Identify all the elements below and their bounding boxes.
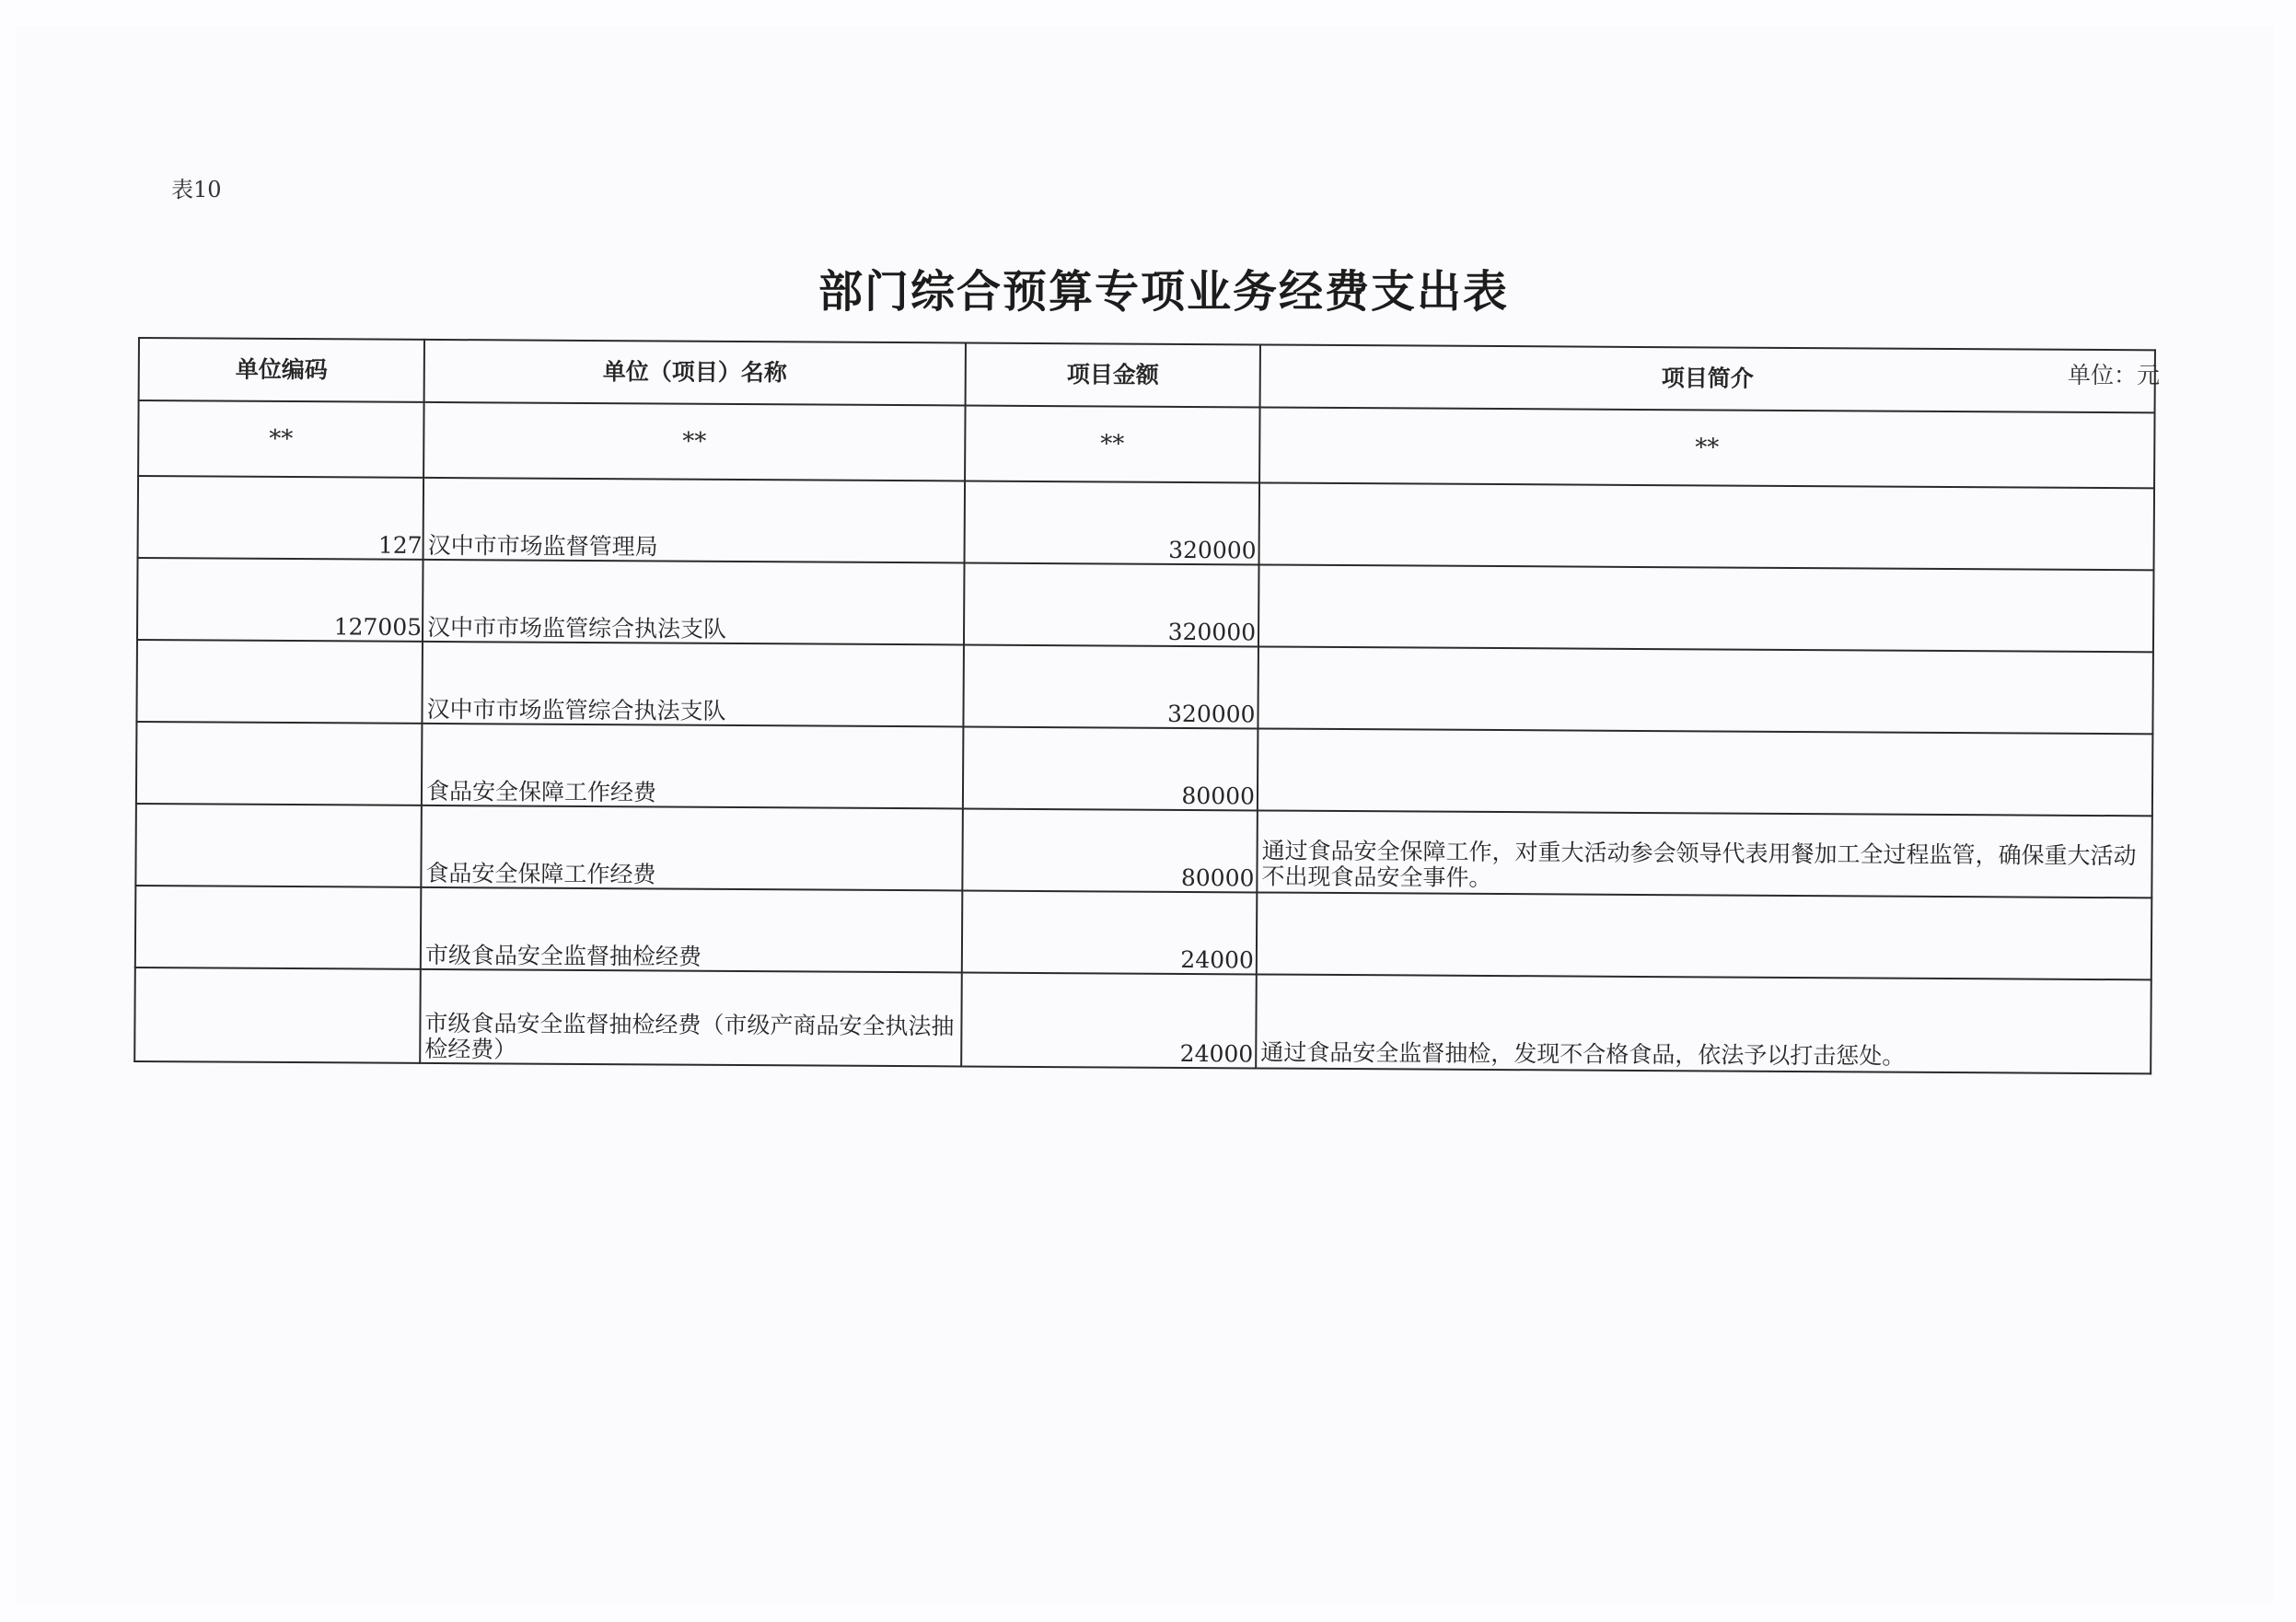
amount-cell: 80000 xyxy=(962,808,1258,892)
table-number: 表10 xyxy=(171,177,222,203)
placeholder-cell: ** xyxy=(965,405,1259,482)
header-amount: 项目金额 xyxy=(966,342,1260,407)
table-row xyxy=(136,640,2153,734)
placeholder-cell: ** xyxy=(138,400,423,478)
table-row xyxy=(135,804,2152,898)
unit-label: 单位：元 xyxy=(2068,362,2161,388)
description-cell xyxy=(1257,892,2152,979)
header-description: 项目简介 xyxy=(1260,344,2155,412)
budget-table xyxy=(133,337,2156,1074)
unit-name-cell: 汉中市市场监管综合执法支队 xyxy=(423,560,965,645)
table-row xyxy=(138,476,2155,570)
unit-name-cell: 食品安全保障工作经费 xyxy=(422,724,964,809)
amount-cell: 320000 xyxy=(965,481,1260,564)
amount-cell: 80000 xyxy=(963,726,1258,810)
table-row xyxy=(136,722,2153,816)
description-cell xyxy=(1258,728,2153,816)
unit-code-cell xyxy=(135,804,422,887)
unit-name-cell: 市级食品安全监督抽检经费（市级产商品安全执法抽检经费） xyxy=(420,969,962,1067)
placeholder-row xyxy=(138,400,2154,488)
unit-code-cell xyxy=(134,967,421,1063)
header-unit-name: 单位（项目）名称 xyxy=(424,340,966,406)
description-cell: 通过食品安全保障工作，对重大活动参会领导代表用餐加工全过程监管，确保重大活动不出现食品安全事件。 xyxy=(1257,810,2152,898)
description-cell: 通过食品安全监督抽检，发现不合格食品，依法予以打击惩处。 xyxy=(1256,974,2151,1073)
amount-cell: 24000 xyxy=(962,890,1258,974)
placeholder-cell: ** xyxy=(423,402,965,481)
unit-code-cell xyxy=(135,886,422,969)
amount-cell: 320000 xyxy=(963,644,1258,728)
amount-cell: 24000 xyxy=(961,972,1257,1068)
header-unit-code: 单位编码 xyxy=(139,338,424,402)
unit-code-cell xyxy=(136,640,423,724)
unit-code-cell: 127 xyxy=(138,476,424,560)
budget-table-wrapper xyxy=(133,337,2154,1074)
table-row xyxy=(137,558,2154,652)
document-title: 部门综合预算专项业务经费支出表 xyxy=(818,266,1509,318)
description-cell xyxy=(1258,564,2154,652)
table-row xyxy=(134,967,2151,1073)
description-cell xyxy=(1258,646,2153,734)
unit-name-cell: 食品安全保障工作经费 xyxy=(421,805,963,891)
unit-code-cell: 127005 xyxy=(137,558,423,642)
unit-name-cell: 汉中市市场监管综合执法支队 xyxy=(422,642,964,727)
unit-code-cell xyxy=(136,722,423,805)
placeholder-cell: ** xyxy=(1259,407,2154,488)
unit-name-cell: 汉中市市场监督管理局 xyxy=(423,478,966,563)
description-cell xyxy=(1259,482,2155,570)
unit-name-cell: 市级食品安全监督抽检经费 xyxy=(421,887,963,973)
amount-cell: 320000 xyxy=(964,562,1259,646)
table-row xyxy=(135,886,2152,979)
